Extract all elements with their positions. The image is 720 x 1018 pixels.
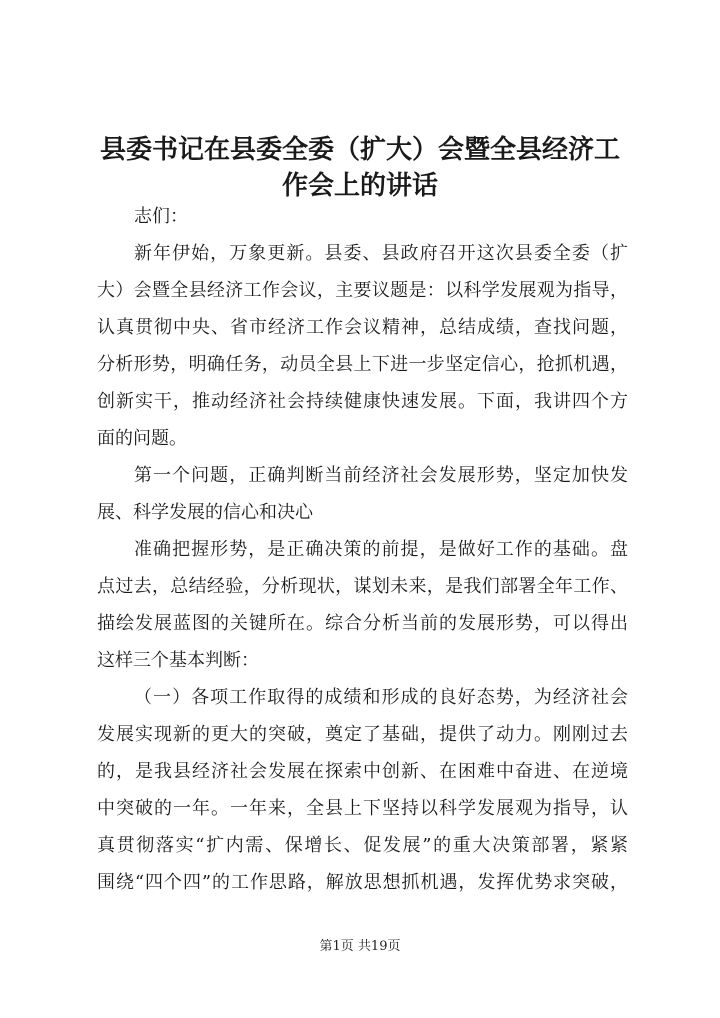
- text-line: 发展实现新的更大的突破，奠定了基础，提供了动力。刚刚过去: [97, 724, 628, 745]
- text-line: 真贯彻落实“扩内需、保增长、促发展”的重大决策部署，紧紧: [97, 835, 628, 856]
- text-line: 展、科学发展的信心和决心: [97, 502, 313, 523]
- page-footer: 第1页 共19页: [319, 939, 401, 954]
- paragraph: [97, 457, 628, 531]
- text-line: （一）各项工作取得的成绩和形成的良好态势，为经济社会: [134, 687, 628, 708]
- title-line: 县委书记在县委全委（扩大）会暨全县经济工: [99, 135, 620, 165]
- text-line: 新年伊始，万象更新。县委、县政府召开这次县委全委（扩: [134, 243, 628, 264]
- document-body: [97, 198, 628, 901]
- text-line: 大）会暨全县经济工作会议，主要议题是：以科学发展观为指导，: [97, 280, 628, 301]
- text-line: 的，是我县经济社会发展在探索中创新、在困难中奋进、在逆境: [97, 761, 628, 782]
- text-line: 中突破的一年。一年来，全县上下坚持以科学发展观为指导，认: [97, 798, 628, 819]
- page-title: [0, 132, 720, 204]
- text-line: 点过去，总结经验，分析现状，谋划未来，是我们部署全年工作、: [97, 576, 628, 597]
- paragraph: [97, 235, 628, 457]
- paragraph: [97, 198, 628, 235]
- text-line: 创新实干，推动经济社会持续健康快速发展。下面，我讲四个方: [97, 391, 628, 412]
- text-line: 面的问题。: [97, 428, 187, 449]
- text-line: 第一个问题，正确判断当前经济社会发展形势，坚定加快发: [134, 465, 628, 486]
- text-line: 准确把握形势，是正确决策的前提，是做好工作的基础。盘: [134, 539, 628, 560]
- text-line: 认真贯彻中央、省市经济工作会议精神，总结成绩，查找问题，: [97, 317, 628, 338]
- paragraph: [97, 679, 628, 901]
- text-line: 这样三个基本判断：: [97, 650, 259, 671]
- text-line: 描绘发展蓝图的关键所在。综合分析当前的发展形势，可以得出: [97, 613, 628, 634]
- text-line: 志们：: [134, 206, 188, 227]
- paragraph: [97, 531, 628, 679]
- text-line: 围绕“四个四”的工作思路，解放思想抓机遇，发挥优势求突破，: [97, 872, 628, 893]
- text-line: 分析形势，明确任务，动员全县上下进一步坚定信心，抢抓机遇，: [97, 354, 628, 375]
- title-line: 作会上的讲话: [281, 171, 438, 201]
